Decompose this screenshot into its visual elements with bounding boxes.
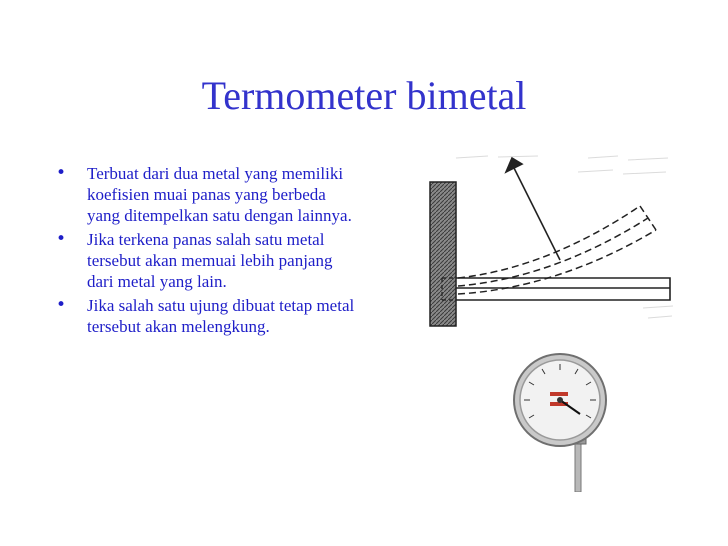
bullet-item-1 — [56, 163, 356, 226]
bullet-item-2 — [56, 229, 356, 292]
bullet-dot-icon: • — [56, 229, 67, 249]
fixed-wall — [430, 182, 456, 326]
bullet-dot-icon: • — [56, 163, 67, 183]
deflection-arrow — [506, 158, 560, 260]
bullet-dot-icon: • — [56, 295, 67, 315]
bullet-list — [56, 163, 356, 340]
bullet-text-3: Jika salah satu ujung dibuat tetap metal tersebut akan melengkung. — [87, 296, 355, 336]
bullet-item-3 — [56, 295, 356, 337]
bent-strip — [458, 206, 656, 294]
slide-title: Termometer bimetal — [201, 73, 527, 118]
bullet-text-2: Jika terkena panas salah satu metal tersebut akan memuai lebih panjang dari metal yang lain. — [87, 230, 333, 291]
straight-strip — [456, 278, 670, 300]
bimetal-thermometer-gauge-photo — [512, 352, 608, 492]
bimetal-strip-diagram — [428, 148, 678, 330]
bullet-text-1: Terbuat dari dua metal yang memiliki koefisien muai panas yang berbeda yang ditempelkan satu dengan lainnya. — [87, 164, 352, 225]
